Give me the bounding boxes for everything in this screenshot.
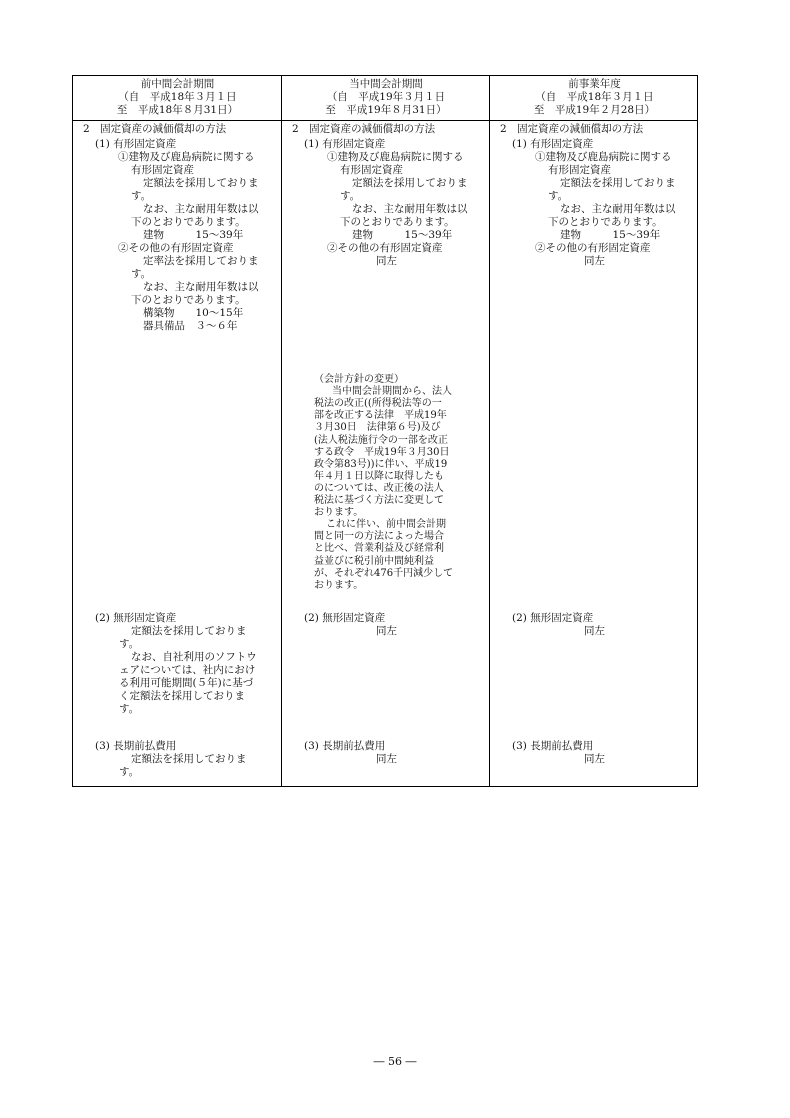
tangible-assets-block-line: 下のとおりであります。 [131,294,246,306]
tangible-assets-block-line: なお、主な耐用年数は以 [143,281,259,293]
tangible-assets-block-line: す。 [131,190,152,202]
accounting-policy-change-note-line: 間と同一の方法によった場合 [314,531,444,543]
long-term-prepaid-block-line: 定額法を採用しておりま [131,753,247,765]
accounting-policy-change-note-line: 政令第83号))に伴い、平成19 [314,458,448,470]
depreciation-section-heading-line: 2 固定資産の減価償却の方法 [83,123,227,135]
column-header-line: （自 平成18年３月１日 [118,91,237,103]
tangible-assets-block-line: 有形固定資産 [340,164,403,176]
long-term-prepaid-block-line: (3) 長期前払費用 [95,740,177,752]
tangible-assets-block-line: (1) 有形固定資産 [304,138,386,150]
intangible-assets-block-line: 定額法を採用しておりま [131,625,247,637]
intangible-assets-block-line: す。 [119,638,140,650]
intangible-assets-block-line: す。 [119,703,140,715]
tangible-assets-block-line: 建物 15～39年 [143,229,244,241]
header-divider [73,120,697,121]
accounting-policy-change-note-line: が、それぞれ476千円減少して [314,567,454,579]
accounting-policy-change-note-line: (法人税法施行令の一部を改正 [314,434,448,446]
column-header-line: 至 平成19年８月31日） [325,104,447,116]
long-term-prepaid-block-line: (3) 長期前払費用 [512,740,594,752]
accounting-policy-change-note-line: 税法に基づく方法に変更して [314,495,444,506]
tangible-assets-block-line: なお、主な耐用年数は以 [560,203,676,215]
column-header-line: （自 平成18年３月１日 [535,91,654,103]
accounting-policy-table [72,75,698,787]
intangible-assets-block-line: なお、自社利用のソフトウ [131,651,257,663]
column-divider [489,76,490,786]
column-header-line: （自 平成19年３月１日 [326,91,446,103]
column-header-line: 前中間会計期間 [140,78,215,90]
tangible-assets-block-line: 有形固定資産 [548,164,611,176]
tangible-assets-block-line: 定額法を採用しておりま [352,177,468,189]
intangible-assets-block-line: (2) 無形固定資産 [304,612,386,624]
tangible-assets-block-line: 下のとおりであります。 [548,216,663,228]
tangible-assets-block-line: 下のとおりであります。 [131,216,246,228]
column-header-line: 当中間会計期間 [349,78,423,90]
column-header-line: 至 平成19年２月28日） [533,104,656,116]
tangible-assets-block-line: 建物 15～39年 [560,229,661,241]
tangible-assets-block-line: 定額法を採用しておりま [560,177,676,189]
accounting-policy-change-note-line: する政令 平成19年３月30日 [314,446,450,458]
long-term-prepaid-block-line: (3) 長期前払費用 [304,740,386,752]
column-prior-interim [73,76,282,786]
column-header-line: 至 平成18年８月31日） [116,104,239,116]
tangible-assets-block-line: ①建物及び鹿島病院に関する [327,151,464,163]
tangible-assets-block-line: ②その他の有形固定資産 [535,242,651,254]
accounting-policy-change-note-line: おります。 [314,507,364,519]
tangible-assets-block-line: 同左 [584,255,605,267]
tangible-assets-block-line: 下のとおりであります。 [340,216,455,228]
tangible-assets-block-line: なお、主な耐用年数は以 [143,203,259,215]
tangible-assets-block-line: 器具備品 ３～６年 [143,320,238,332]
column-header [490,78,699,117]
long-term-prepaid-block-line: す。 [119,766,140,778]
accounting-policy-change-note-line: 年４月１日以降に取得したも [314,470,444,482]
column-current-interim [282,76,490,786]
accounting-policy-change-note-line: 益並びに税引前中間純利益 [314,555,434,567]
tangible-assets-block-line: (1) 有形固定資産 [512,138,594,150]
intangible-assets-block-line: (2) 無形固定資産 [95,612,177,624]
column-divider [281,76,282,786]
tangible-assets-block-line: す。 [340,190,361,202]
tangible-assets-block-line: ①建物及び鹿島病院に関する [118,151,255,163]
intangible-assets-block-line: 同左 [584,625,605,637]
accounting-policy-change-note-line: 税法の改正((所得税法等の一 [314,398,442,410]
column-header-line: 前事業年度 [568,78,621,90]
tangible-assets-block-line: 有形固定資産 [131,164,194,176]
tangible-assets-block-line: す。 [131,268,152,280]
long-term-prepaid-block-line: 同左 [376,753,397,765]
tangible-assets-block-line: 構築物 10～15年 [143,307,244,319]
accounting-policy-change-note-line: 部を改正する法律 平成19年 [314,410,447,422]
depreciation-section-heading-line: 2 固定資産の減価償却の方法 [500,123,644,135]
accounting-policy-change-note-line: （会計方針の変更） [314,374,404,385]
tangible-assets-block-line: す。 [548,190,569,202]
page-number: ― 56 ― [373,1055,417,1068]
accounting-policy-change-note-line: これに伴い、前中間会計期 [326,519,446,531]
intangible-assets-block-line: 同左 [376,625,397,637]
depreciation-section-heading-line: 2 固定資産の減価償却の方法 [292,123,436,135]
long-term-prepaid-block-line: 同左 [584,753,605,765]
accounting-policy-change-note-line: ３月30日 法律第６号)及び [314,422,441,434]
accounting-policy-change-note-line: と比べ、営業利益及び経常利 [314,543,444,555]
intangible-assets-block-line: ェアについては、社内におけ [119,664,256,676]
intangible-assets-block-line: (2) 無形固定資産 [512,612,594,624]
intangible-assets-block-line: る利用可能期間(５年)に基づ [119,677,254,689]
tangible-assets-block-line: 同左 [376,255,397,267]
accounting-policy-change-note-line: 当中間会計期間から、法人 [332,386,452,398]
tangible-assets-block-line: ①建物及び鹿島病院に関する [535,151,672,163]
tangible-assets-block-line: 定率法を採用しておりま [143,255,259,267]
intangible-assets-block-line: く定額法を採用しておりま [119,690,245,702]
column-prior-fiscal-year [490,76,699,786]
tangible-assets-block-line: 建物 15～39年 [352,229,453,241]
tangible-assets-block-line: ②その他の有形固定資産 [118,242,234,254]
tangible-assets-block-line: ②その他の有形固定資産 [327,242,443,254]
tangible-assets-block-line: なお、主な耐用年数は以 [352,203,468,215]
accounting-policy-change-note-line: のについては、改正後の法人 [314,482,444,494]
tangible-assets-block-line: 定額法を採用しておりま [143,177,259,189]
column-header [73,78,282,117]
tangible-assets-block-line: (1) 有形固定資産 [95,138,177,150]
column-header [282,78,490,117]
accounting-policy-change-note-line: おります。 [314,579,364,591]
